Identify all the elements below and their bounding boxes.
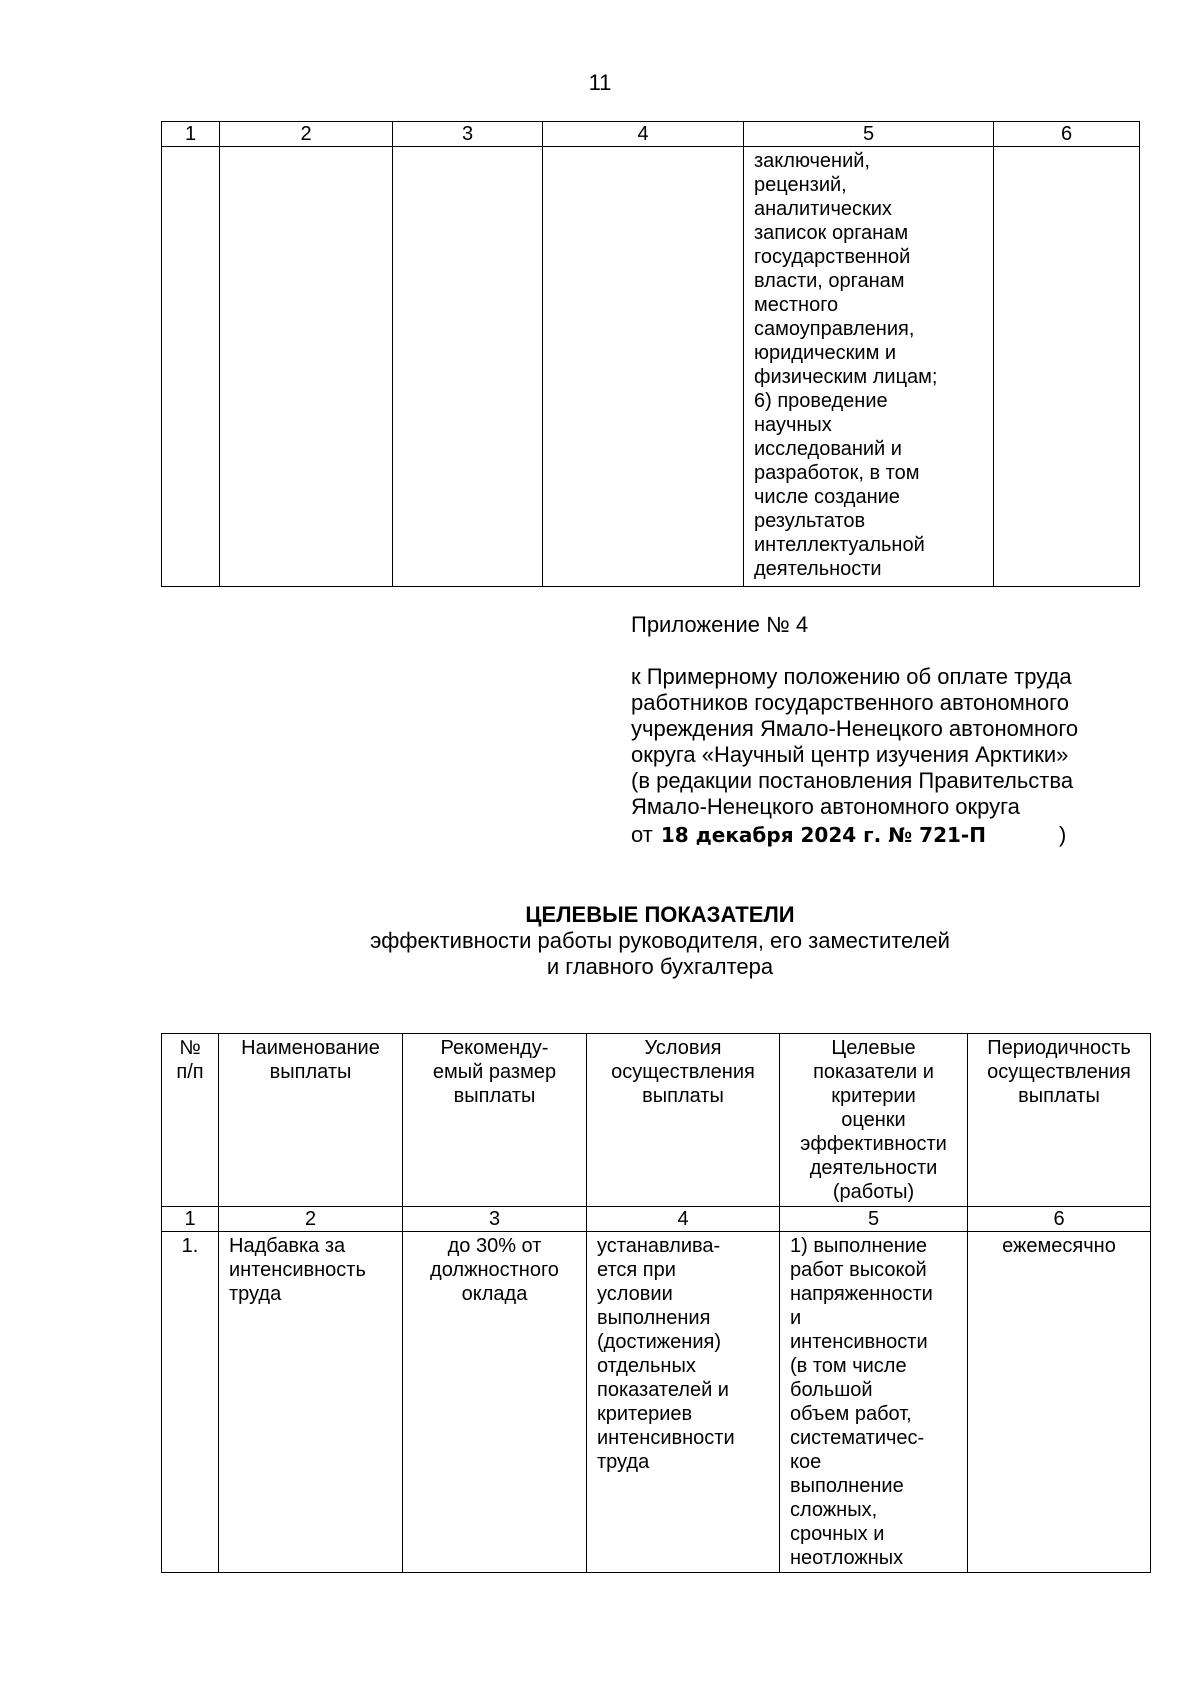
column-number: 3 [393,122,543,147]
target-indicators-table [161,1033,1151,1573]
column-header-name: Наименование выплаты [219,1034,403,1207]
column-header-conditions: Условия осуществления выплаты [587,1034,780,1207]
table-cell [162,147,220,587]
table-cell-text: заключений, рецензий, аналитических записок органам государственной власти, органам местного самоуправления, юридическим и физическим лицам; 6) проведение научных исследований и разработок, в том числе создание результатов интеллектуальной деятельности [744,147,994,587]
column-number: 5 [780,1207,968,1232]
column-header-periodicity: Периодичность осуществления выплаты [968,1034,1151,1207]
column-number: 3 [403,1207,587,1232]
table-row [162,147,1140,587]
table-cell [994,147,1140,587]
document-title: ЦЕЛЕВЫЕ ПОКАЗАТЕЛИ [525,902,795,927]
appendix-line: работников государственного автономного [631,690,1069,715]
closing-parenthesis: ) [1059,822,1067,847]
table-header-row [162,1034,1151,1207]
appendix-line: к Примерному положению об оплате труда [631,664,1072,689]
column-number: 4 [587,1207,780,1232]
column-number: 2 [219,1207,403,1232]
appendix-date-line [631,822,1067,848]
column-header-size: Рекоменду- емый размер выплаты [403,1034,587,1207]
column-header-number: № п/п [162,1034,219,1207]
appendix-line: округа «Научный центр изучения Арктики» [631,742,1069,767]
appendix-line: (в редакции постановления Правительства [631,768,1074,793]
payment-size: до 30% от должностного оклада [403,1232,587,1573]
column-number: 2 [220,122,393,147]
column-number: 6 [994,122,1140,147]
payment-periodicity: ежемесячно [968,1232,1151,1573]
column-number: 1 [162,1207,219,1232]
payment-criteria: 1) выполнение работ высокой напряженности и интенсивности (в том числе большой объем работ, систематичес- кое выполнение сложных, срочных и неотложных [780,1232,968,1573]
date-prefix: от [631,822,653,847]
document-subtitle: и главного бухгалтера [546,954,774,979]
payment-name: Надбавка за интенсивность труда [219,1232,403,1573]
appendix-line: учреждения Ямало-Ненецкого автономного [631,716,1079,741]
appendix-line: Ямало-Ненецкого автономного округа [631,794,1020,819]
table-row [162,1232,1151,1573]
row-number: 1. [162,1232,219,1573]
column-number: 1 [162,122,220,147]
column-header-criteria: Целевые показатели и критерии оценки эффективности деятельности (работы) [780,1034,968,1207]
column-number: 5 [744,122,994,147]
continuation-table-header [162,122,1140,147]
table-cell [393,147,543,587]
table-cell [220,147,393,587]
column-numbers-row [162,1207,1151,1232]
appendix-title: Приложение № 4 [631,612,809,637]
table-cell [543,147,744,587]
page-number: 11 [588,70,612,95]
resolution-date: 18 декабря 2024 г. № 721-П [660,823,986,847]
payment-conditions: устанавлива- ется при условии выполнения (достижения) отдельных показателей и критериев интенсивности труда [587,1232,780,1573]
document-subtitle: эффективности работы руководителя, его заместителей [370,928,950,953]
column-number: 4 [543,122,744,147]
appendix-reference [631,664,1151,820]
column-number: 6 [968,1207,1151,1232]
continuation-table [161,121,1140,587]
